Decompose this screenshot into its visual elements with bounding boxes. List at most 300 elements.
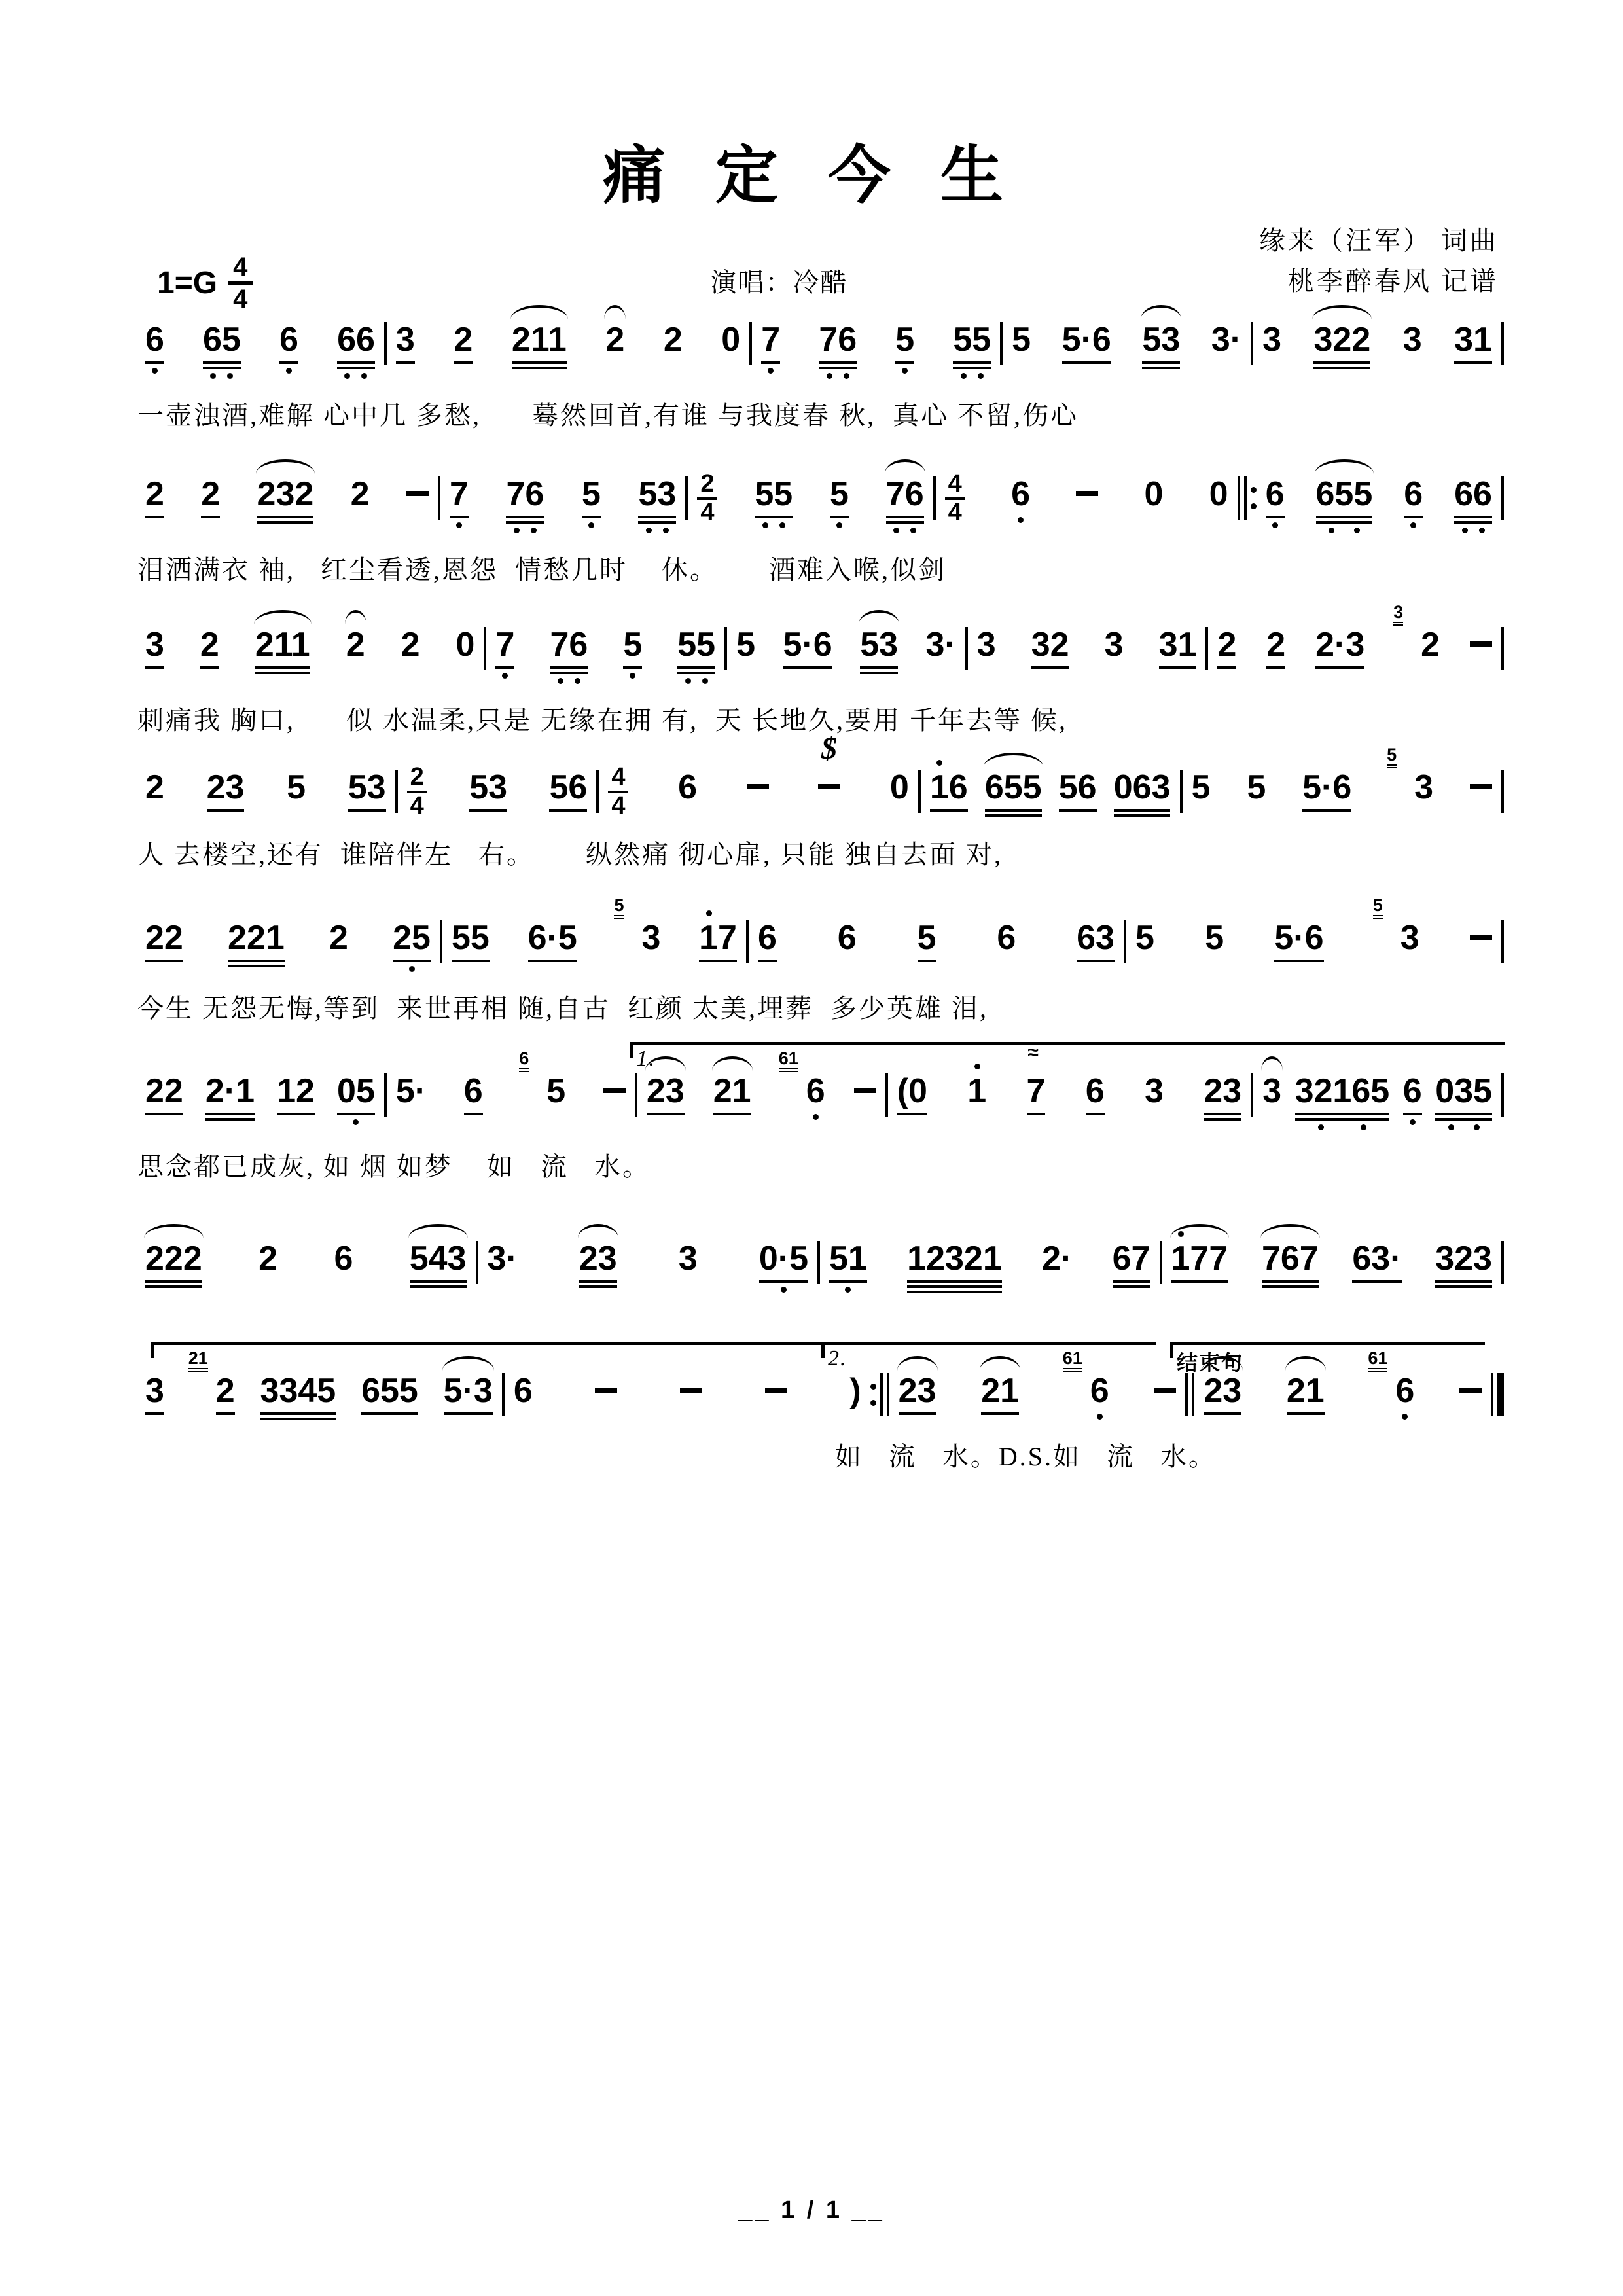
low-octave-dots (280, 368, 297, 374)
beam-underline (1313, 361, 1370, 364)
note-token (1031, 626, 1069, 669)
note-number: 6 (837, 919, 857, 957)
note-token (255, 626, 310, 674)
note-number: 6 (145, 321, 164, 359)
beam-underline (953, 367, 991, 369)
octave-dot (1354, 528, 1360, 533)
octave-dot (1462, 528, 1468, 533)
barline (885, 1072, 888, 1118)
note-token (1011, 475, 1030, 523)
note-number: 66 (1454, 475, 1492, 513)
note-number: 6 (463, 1072, 483, 1110)
note-token (334, 1240, 353, 1278)
note-number: 2 (1266, 626, 1286, 664)
repeat-dot (870, 1400, 876, 1406)
note-number: 56 (1058, 768, 1097, 806)
note-token (1393, 602, 1440, 664)
beam-underline (145, 960, 183, 962)
measure (600, 763, 917, 819)
beam-underline (1403, 1113, 1422, 1115)
beam-underline (1077, 960, 1115, 962)
beam-underline (145, 1113, 183, 1115)
beam-underline (145, 1280, 202, 1283)
note-number: 5 (623, 626, 643, 664)
measure (821, 1240, 1158, 1293)
music-system (137, 1342, 1505, 1473)
beam-underline (228, 960, 285, 962)
beam-underline (1454, 361, 1492, 364)
beam-underline (207, 809, 245, 812)
note-token (1316, 475, 1373, 533)
note-number: 3 (1262, 1072, 1281, 1110)
beam-underline (886, 521, 924, 524)
beam-underline (145, 516, 164, 518)
slur-arc (897, 1356, 938, 1371)
lyrics-line: 思念都已成灰, 如 烟 如梦 如 流 水。 (137, 1152, 651, 1181)
high-octave-dot (967, 1064, 987, 1069)
note-number: 5 (1247, 768, 1266, 806)
beam-underline (1159, 666, 1197, 669)
note-token (1470, 626, 1492, 647)
slur-arc (712, 1056, 753, 1071)
duration-dash (818, 784, 840, 789)
note-token (279, 321, 298, 374)
low-octave-dots (762, 368, 779, 374)
beam-underline (1114, 809, 1171, 812)
beam-underline (450, 516, 469, 518)
measure (1184, 745, 1501, 812)
duration-dash (1076, 491, 1098, 496)
repeat-dots (1251, 487, 1257, 509)
barline-stroke (1251, 322, 1253, 365)
slur-arc (578, 1224, 618, 1238)
note-number: 53 (1142, 321, 1181, 359)
note-number: 6 (997, 919, 1016, 957)
note-number: 12 (277, 1072, 315, 1110)
note-token (897, 1072, 927, 1115)
octave-dot (1448, 1124, 1454, 1130)
note-number: 0 (455, 626, 475, 664)
measure (969, 626, 1205, 669)
note-token (623, 626, 642, 679)
note-token (1266, 475, 1285, 528)
measure (1255, 321, 1500, 369)
final-barline-stroke (1497, 1373, 1504, 1416)
note-token (1295, 1072, 1390, 1130)
barline-stroke (933, 476, 936, 520)
beam-underline (1315, 666, 1364, 669)
beam-underline (713, 1113, 751, 1115)
note-token (1352, 1240, 1401, 1283)
note-number: 655 (361, 1372, 418, 1410)
slur-arc (1312, 305, 1372, 319)
high-octave-dot (699, 910, 719, 916)
barline (1491, 1372, 1504, 1418)
beam-underline (582, 516, 601, 518)
note-number: 2 (663, 321, 683, 359)
note-number: 17 (699, 919, 737, 957)
grace-note: 5 (614, 897, 624, 919)
barline-stroke (724, 627, 727, 670)
note-number: 65 (203, 321, 241, 359)
beam-underline (1171, 1280, 1228, 1283)
octave-dot (353, 1119, 359, 1125)
barline-stroke (746, 920, 749, 963)
octave-dot (961, 373, 967, 379)
octave-dot (974, 1064, 980, 1069)
note-token (259, 1240, 277, 1278)
barline-stroke (1205, 627, 1208, 670)
inline-ts-numerator: 2 (697, 471, 717, 500)
beam-underline (623, 666, 642, 669)
note-token (1403, 321, 1422, 359)
note-token (348, 768, 386, 812)
note-number: 21 (981, 1372, 1020, 1410)
note-number: 211 (511, 321, 567, 359)
beam-underline (528, 960, 577, 962)
note-token (582, 475, 601, 528)
music-system (137, 1210, 1505, 1293)
note-number: 3 (1402, 321, 1422, 359)
notation-row (137, 1240, 1505, 1293)
note-token (829, 1240, 867, 1293)
beam-underline (464, 1113, 483, 1115)
inline-ts-denominator: 4 (410, 792, 424, 819)
note-token (396, 1072, 426, 1110)
low-octave-dots (1405, 522, 1422, 528)
note-number: 3345 (260, 1372, 336, 1410)
measure (137, 626, 482, 674)
slur-arc (442, 1356, 494, 1371)
beam-underline (205, 1113, 255, 1115)
barline (395, 768, 398, 814)
measure (506, 1372, 869, 1410)
octave-dot (152, 368, 158, 374)
beam-underline (819, 367, 857, 369)
beam-underline (1302, 809, 1351, 812)
note-token (679, 1240, 698, 1278)
measure (753, 321, 999, 379)
note-number: 25 (393, 919, 431, 957)
measure (889, 1042, 1249, 1121)
measure (399, 763, 596, 819)
note-number: 6 (758, 919, 777, 957)
note-token (1114, 768, 1171, 817)
beam-underline (677, 672, 715, 674)
note-token (1076, 475, 1098, 496)
note-number: 3· (1211, 321, 1242, 359)
note-number: 22 (145, 919, 183, 957)
lyrics-line: 刺痛我 胸口, 似 水温柔,只是 无缘在拥 有, 天 长地久,要用 千年去等 候, (137, 706, 1067, 735)
note-number: 6 (1404, 475, 1423, 513)
beam-underline (1274, 960, 1323, 962)
beam-underline (260, 1412, 336, 1415)
note-token (456, 626, 475, 664)
low-octave-dots (1404, 1119, 1421, 1125)
measure (480, 1240, 817, 1293)
barline (1160, 1240, 1162, 1285)
note-token (1313, 321, 1370, 369)
note-token (393, 919, 431, 972)
beam-underline (860, 666, 898, 669)
measure (937, 470, 1236, 526)
note-number: 12321 (907, 1240, 1002, 1278)
octave-dot (1410, 1119, 1416, 1125)
beam-underline (907, 1285, 1002, 1288)
low-octave-dots (888, 528, 922, 533)
octave-dot (1474, 1124, 1480, 1130)
note-number: 53 (348, 768, 386, 806)
measure (1209, 602, 1500, 669)
barline-stroke (395, 770, 398, 813)
beam-underline (255, 666, 310, 669)
barline (918, 768, 921, 814)
note-number: 55 (953, 321, 991, 359)
note-token (967, 1072, 986, 1110)
note-token (605, 321, 624, 359)
notation-row (137, 321, 1505, 379)
notation-row (137, 895, 1505, 972)
grace-note: 5 (1373, 897, 1383, 919)
note-number: 55 (452, 919, 490, 957)
barline-stroke (1000, 322, 1003, 365)
lyricist-composer-credit: 缘来（汪军） 词曲 (1259, 226, 1499, 255)
low-octave-dots (1456, 528, 1490, 533)
note-token (444, 1372, 493, 1415)
beam-underline (145, 361, 164, 364)
note-token (981, 1372, 1019, 1415)
low-octave-dots (757, 522, 791, 528)
barline-stroke (1180, 770, 1183, 813)
beam-underline (469, 809, 507, 812)
beam-underline (200, 666, 219, 669)
note-number: 232 (257, 475, 314, 513)
beam-underline (1404, 516, 1423, 518)
note-number: 7 (449, 475, 469, 513)
note-number: 7 (495, 626, 515, 664)
note-number: 6 (1090, 1372, 1109, 1410)
note-number: 31 (1454, 321, 1492, 359)
note-token (203, 321, 241, 379)
measure (137, 919, 438, 972)
volta-label: 1. (636, 1047, 656, 1071)
note-number: 211 (255, 626, 310, 664)
barline (484, 626, 486, 672)
beam-underline (918, 960, 936, 962)
octave-dot (630, 673, 635, 679)
octave-dot (361, 373, 367, 379)
note-token (145, 768, 164, 806)
note-token (945, 470, 965, 526)
barline-stroke (1160, 1241, 1162, 1284)
note-number: 2· (1042, 1240, 1073, 1278)
barline (1501, 768, 1504, 814)
note-number: 0 (1144, 475, 1164, 513)
grace-note: 5 (1387, 746, 1397, 768)
note-token (647, 1072, 685, 1115)
measure (891, 1348, 1185, 1420)
note-number: 05 (337, 1072, 375, 1110)
octave-dot (344, 373, 350, 379)
note-token (528, 919, 577, 962)
barline (1501, 919, 1504, 965)
barline (933, 475, 936, 521)
octave-dot (409, 966, 415, 972)
note-number: 6 (1085, 1072, 1105, 1110)
beam-underline (1295, 1113, 1390, 1115)
beam-underline (1313, 367, 1370, 369)
barline-stroke (1192, 1373, 1194, 1416)
barline (1501, 1072, 1504, 1118)
octave-dot (646, 528, 652, 533)
beam-underline (201, 516, 220, 518)
note-token (512, 321, 567, 369)
note-number: 2 (401, 626, 420, 664)
note-token (145, 1072, 183, 1115)
low-octave-dots (1266, 522, 1283, 528)
grace-note: 61 (1368, 1350, 1387, 1372)
beam-underline (361, 1412, 418, 1415)
song-title: 痛 定 今 生 (603, 141, 1020, 211)
beam-underline (228, 965, 285, 967)
beam-underline (1262, 1285, 1319, 1288)
transcriber-credit: 桃李醉春风 记谱 (1288, 266, 1499, 296)
measure (488, 626, 723, 684)
low-octave-dots (640, 528, 674, 533)
note-number: 2 (1217, 626, 1237, 664)
beam-underline (1031, 666, 1069, 669)
time-signature-numerator: 4 (228, 254, 253, 285)
note-number: 5 (1135, 919, 1154, 957)
beam-underline (203, 367, 241, 369)
octave-dot (531, 528, 537, 533)
duration-dash (1470, 935, 1492, 940)
note-token (201, 475, 220, 518)
duration-dash (1470, 784, 1492, 789)
note-token (778, 1049, 825, 1120)
beam-underline (579, 1280, 617, 1283)
note-number: 3 (976, 626, 996, 664)
note-token (1145, 1072, 1164, 1110)
notation-row (137, 1042, 1505, 1130)
note-number: 2 (259, 1240, 278, 1278)
note-number: 56 (549, 768, 588, 806)
note-token (351, 475, 370, 513)
note-number: 6 (279, 321, 298, 359)
note-token (145, 1240, 202, 1288)
note-number: 66 (337, 321, 375, 359)
volta-bracket (151, 1342, 821, 1358)
note-number: 3 (678, 1240, 698, 1278)
beam-underline (886, 516, 924, 518)
low-octave-dots (339, 373, 373, 379)
beam-underline (1435, 1285, 1492, 1288)
beam-underline (410, 1285, 467, 1288)
measure (750, 919, 1122, 962)
octave-dot (910, 528, 916, 533)
low-octave-dots (508, 528, 542, 533)
repeat-dot (1251, 503, 1257, 509)
barline-stroke (484, 627, 486, 670)
note-token (899, 1372, 936, 1415)
note-token (1204, 1372, 1241, 1415)
note-number: 5· (395, 1072, 427, 1110)
low-octave-dots (762, 1287, 806, 1293)
note-token (721, 321, 740, 359)
slur-arc (1261, 1056, 1283, 1071)
beam-underline (549, 809, 587, 812)
barline (384, 1072, 387, 1118)
note-token (755, 475, 793, 528)
barline (1185, 1372, 1194, 1418)
barline (1501, 1240, 1504, 1285)
note-number: 7 (1026, 1072, 1046, 1110)
note-token (1274, 919, 1323, 962)
note-number: 5 (736, 626, 756, 664)
slur-arc (980, 1356, 1020, 1371)
note-number: 23 (579, 1240, 617, 1278)
barline-stroke (1501, 1241, 1504, 1284)
duration-dash (854, 1088, 876, 1093)
note-token (1302, 768, 1351, 812)
octave-dot (685, 678, 691, 684)
barline-stroke (635, 1073, 637, 1117)
duration-dash (680, 1388, 702, 1393)
barline-stroke (817, 1241, 820, 1284)
slur-arc (1315, 459, 1374, 474)
note-token (1287, 1372, 1325, 1415)
low-octave-dots (395, 966, 429, 972)
note-number: 7 (761, 321, 781, 359)
note-token (595, 1372, 617, 1393)
grace-note: 61 (779, 1050, 798, 1072)
note-number: 23 (1204, 1072, 1242, 1110)
measure (388, 321, 748, 369)
beam-underline (1454, 521, 1492, 524)
octave-dot (456, 522, 462, 528)
beam-underline (897, 1113, 927, 1115)
barline-stroke (685, 476, 688, 520)
slur-arc (408, 1224, 468, 1238)
note-number: 2 (1421, 626, 1440, 664)
beam-underline (895, 361, 914, 364)
octave-dot (210, 373, 216, 379)
note-token (614, 895, 661, 957)
note-token (506, 475, 544, 533)
note-token (783, 626, 832, 669)
beam-underline (279, 361, 298, 364)
note-number: 76 (885, 475, 924, 513)
note-number: 53 (860, 626, 899, 664)
note-number: 5 (581, 475, 601, 513)
note-token (145, 626, 164, 669)
note-token (895, 321, 914, 374)
lyrics-line: 泪洒满衣 袖, 红尘看透,恩怨 情愁几时 休。 酒难入喉,似剑 (137, 555, 946, 584)
note-token (579, 1240, 617, 1288)
measure (1258, 475, 1500, 533)
beam-underline (1454, 516, 1492, 518)
barline-stroke (1501, 476, 1504, 520)
note-token (1192, 768, 1211, 806)
note-number: 3 (1414, 768, 1434, 806)
low-octave-dots (146, 368, 163, 374)
measure (137, 1240, 474, 1288)
beam-underline (145, 1285, 202, 1288)
inline-ts-denominator: 4 (948, 499, 962, 526)
octave-dot (558, 678, 563, 684)
barline-stroke (476, 1241, 478, 1284)
beam-underline (1114, 814, 1171, 817)
